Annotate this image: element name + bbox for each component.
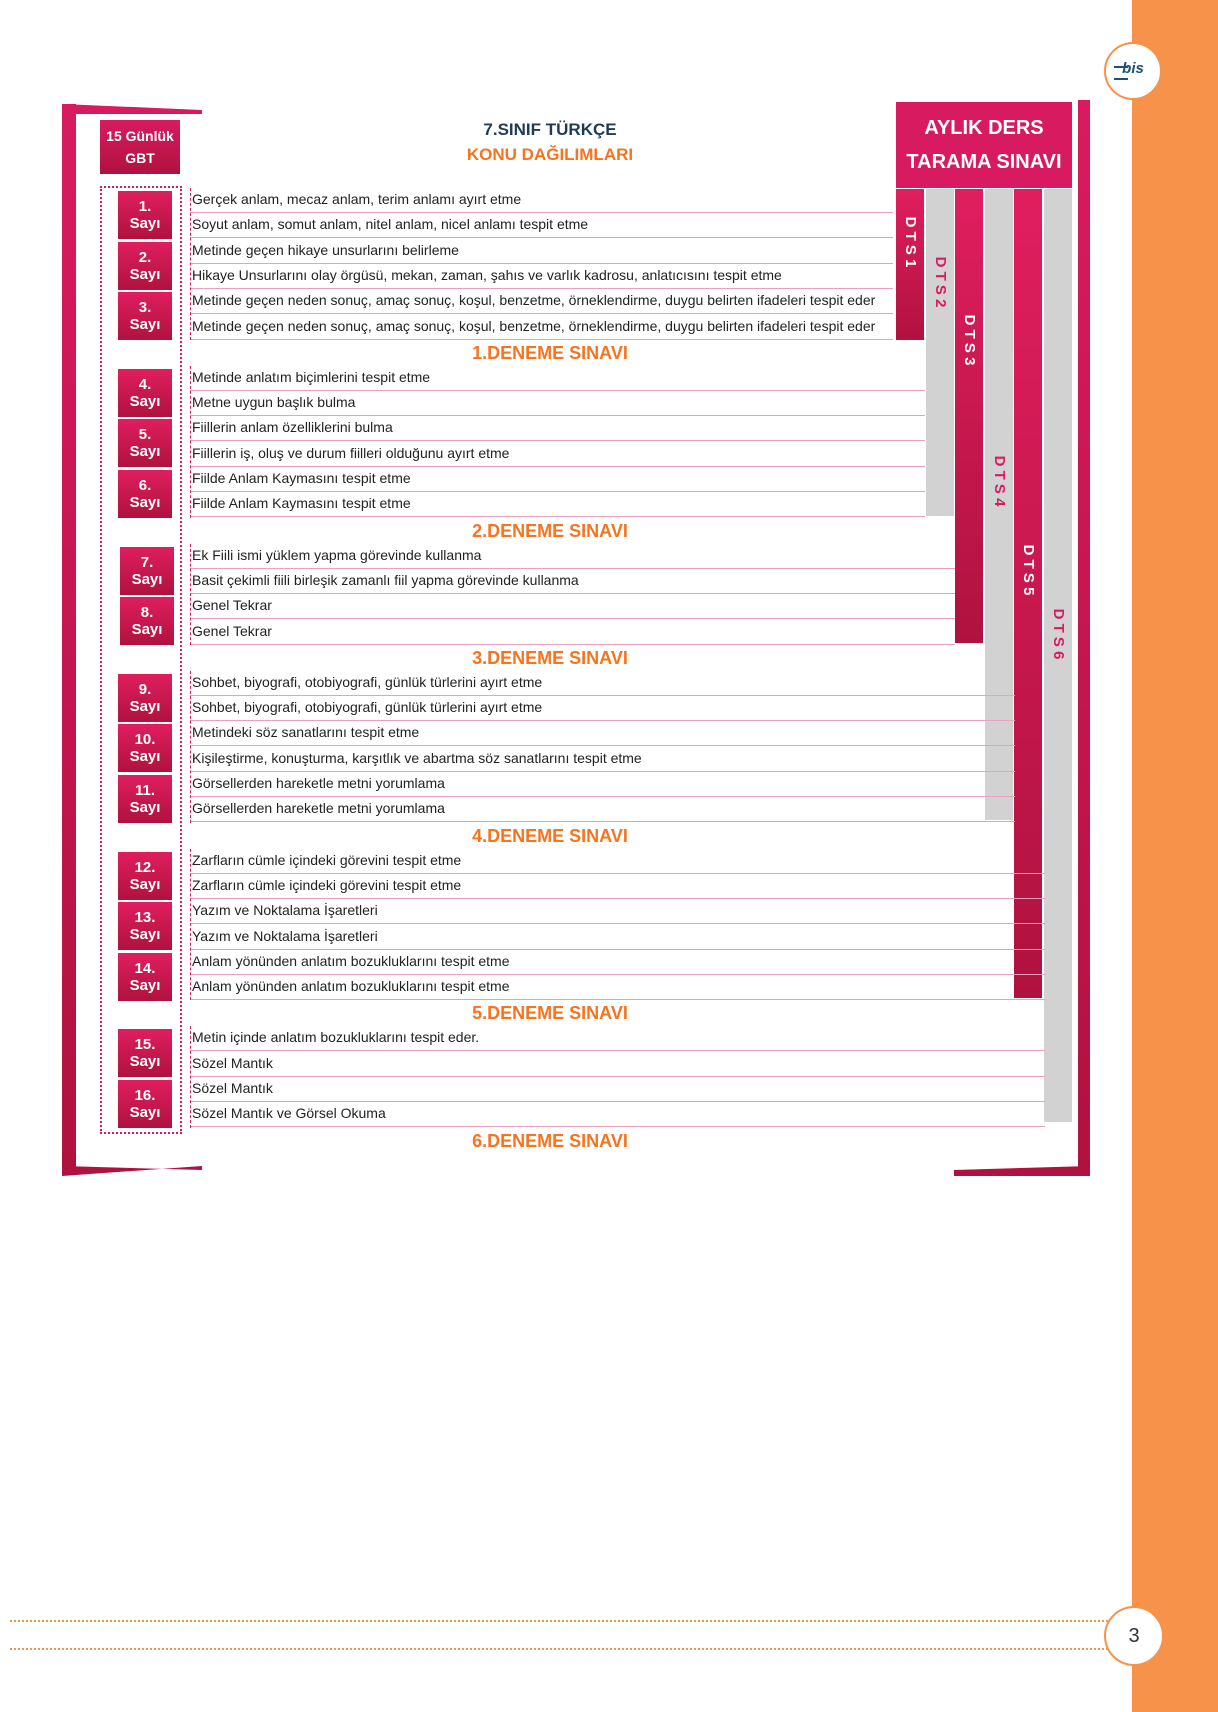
sayi-badge (120, 547, 174, 595)
publisher-logo (1104, 42, 1162, 100)
sayi-badge (118, 852, 172, 900)
dts-bar-2 (926, 189, 954, 516)
frame-bottom-right-accent (954, 1166, 1090, 1176)
sayi-label: Sayı (129, 697, 161, 715)
sayi-label: Sayı (129, 443, 161, 461)
exam-title: 6.DENEME SINAVI (472, 1130, 628, 1151)
topic-row: Görsellerden hareketle metni yorumlama (190, 772, 1015, 797)
logo-text: bis (1122, 60, 1144, 77)
topic-row: Zarfların cümle içindeki görevini tespit etme (190, 874, 1045, 899)
sayi-label: Sayı (129, 875, 161, 893)
page-number: 3 (1104, 1606, 1164, 1666)
sayi-label: Sayı (129, 265, 161, 283)
sayi-badge (120, 597, 174, 645)
gbt-line-2: GBT (125, 150, 155, 166)
topic-row: Metinde geçen hikaye unsurlarını belirleme (190, 239, 893, 264)
topic-row: Metinde geçen neden sonuç, amaç sonuç, koşul, benzetme, örneklendirme, duygu belirten ifadeleri tespit eder (190, 315, 893, 340)
topic-row: Ek Fiili ismi yüklem yapma görevinde kullanma (190, 544, 955, 569)
row-divider (190, 671, 191, 823)
topic-row: Hikaye Unsurlarını olay örgüsü, mekan, zaman, şahıs ve varlık kadrosu, anlatıcısını tespit etme (190, 264, 893, 289)
sayi-badge (118, 292, 172, 340)
frame-bottom-left-accent (62, 1166, 202, 1176)
sayi-badge (118, 724, 172, 772)
exam-title: 3.DENEME SINAVI (472, 647, 628, 668)
monthly-exam-line-1: AYLIK DERS (924, 117, 1044, 139)
topic-row: Fiillerin iş, oluş ve durum fiilleri olduğunu ayırt etme (190, 442, 925, 467)
sayi-label: Sayı (131, 570, 163, 588)
topic-row: Basit çekimli fiili birleşik zamanlı fiil yapma görevinde kullanma (190, 569, 955, 594)
sayi-label: Sayı (129, 1053, 161, 1071)
topic-row: Metinde geçen neden sonuç, amaç sonuç, koşul, benzetme, örneklendirme, duygu belirten ifadeleri tespit eder (190, 289, 893, 314)
dts-bar-label: D T S 4 (991, 455, 1008, 507)
topic-row: Kişileştirme, konuşturma, karşıtlık ve abartma söz sanatlarını tespit etme (190, 747, 1015, 772)
dts-bar-3 (955, 189, 983, 643)
row-divider (190, 366, 191, 518)
sayi-number: 12. (134, 858, 156, 876)
dts-bar-6 (1044, 189, 1072, 1122)
dts-bar-label: D T S 3 (961, 314, 978, 366)
gbt-header (100, 120, 180, 174)
sayi-number: 16. (134, 1087, 156, 1104)
sayi-label: Sayı (129, 799, 161, 816)
sayi-number: 4. (138, 375, 152, 393)
monthly-exam-line-2: TARAMA SINAVI (906, 151, 1062, 173)
exam-title: 1.DENEME SINAVI (472, 342, 628, 363)
topic-row: Metinde anlatım biçimlerini tespit etme (190, 366, 925, 391)
page-subtitle: KONU DAĞILIMLARI (466, 145, 634, 164)
sayi-number: 11. (134, 782, 156, 799)
topic-row: Gerçek anlam, mecaz anlam, terim anlamı ayırt etme (190, 188, 893, 213)
dts-bar-label: D T S 5 (1020, 544, 1037, 596)
sayi-badge (118, 1080, 172, 1128)
topic-row: Sözel Mantık (190, 1077, 1045, 1102)
page-title: 7.SINIF TÜRKÇE (483, 120, 617, 139)
exam-title: 2.DENEME SINAVI (472, 520, 628, 541)
topic-row: Anlam yönünden anlatım bozukluklarını tespit etme (190, 950, 1045, 975)
topic-row: Sözel Mantık ve Görsel Okuma (190, 1102, 1045, 1127)
topic-row: Fiillerin anlam özelliklerini bulma (190, 416, 925, 441)
dts-bar-label: D T S 1 (902, 216, 919, 268)
sayi-badge (118, 369, 172, 417)
sayi-label: Sayı (129, 976, 161, 994)
dts-bar-label: D T S 6 (1050, 608, 1067, 660)
sayi-badge (118, 242, 172, 290)
row-divider (190, 188, 191, 340)
gbt-line-1: 15 Günlük (106, 128, 174, 144)
sayi-number: 5. (138, 426, 152, 444)
sayi-badge (118, 470, 172, 518)
sayi-badge (118, 902, 172, 950)
sayi-badge (118, 674, 172, 722)
frame-left-bar (62, 104, 76, 1172)
topic-row: Sohbet, biyografi, otobiyografi, günlük türlerini ayırt etme (190, 696, 1015, 721)
exam-title: 5.DENEME SINAVI (472, 1003, 628, 1024)
sayi-number: 15. (134, 1036, 156, 1054)
frame-top-left-accent (62, 104, 202, 114)
sayi-label: Sayı (129, 926, 161, 944)
topic-row: Soyut anlam, somut anlam, nitel anlam, nicel anlamı tespit etme (190, 213, 893, 238)
topic-row: Zarfların cümle içindeki görevini tespit etme (190, 849, 1045, 874)
sayi-number: 6. (138, 477, 152, 494)
row-divider (190, 849, 191, 1001)
topic-row: Görsellerden hareketle metni yorumlama (190, 797, 1015, 822)
sayi-label: Sayı (129, 748, 161, 766)
sayi-badge (118, 953, 172, 1001)
topic-row: Yazım ve Noktalama İşaretleri (190, 899, 1045, 924)
footer-dotted-line (10, 1648, 1108, 1650)
topic-row: Sohbet, biyografi, otobiyografi, günlük türlerini ayırt etme (190, 671, 1015, 696)
frame-right-bar (1078, 100, 1090, 1176)
sayi-label: Sayı (129, 316, 161, 334)
sayi-number: 1. (138, 198, 152, 215)
sayi-label: Sayı (129, 494, 161, 511)
topic-row: Fiilde Anlam Kaymasını tespit etme (190, 467, 925, 492)
exam-title: 4.DENEME SINAVI (472, 825, 628, 846)
sayi-number: 7. (140, 553, 154, 571)
sayi-number: 9. (138, 680, 152, 698)
row-divider (190, 544, 191, 645)
sayi-badge (118, 775, 172, 823)
orange-side-strip (1132, 0, 1218, 1712)
sayi-number: 2. (138, 248, 152, 266)
dts-bar-1 (896, 189, 924, 340)
row-divider (190, 1026, 191, 1127)
sayi-label: Sayı (129, 392, 161, 410)
sayi-number: 3. (138, 299, 152, 317)
sayi-badge (118, 1029, 172, 1077)
sayi-label: Sayı (129, 1104, 161, 1121)
sayi-number: 14. (134, 959, 156, 977)
footer-dotted-line (10, 1620, 1108, 1622)
topic-row: Fiilde Anlam Kaymasını tespit etme (190, 492, 925, 517)
topic-row: Metne uygun başlık bulma (190, 391, 925, 416)
sayi-badge (118, 419, 172, 467)
monthly-exam-header (896, 102, 1072, 188)
topic-row: Genel Tekrar (190, 594, 955, 619)
topic-row: Metindeki söz sanatlarını tespit etme (190, 721, 1015, 746)
sayi-number: 13. (134, 909, 156, 927)
sayi-number: 10. (134, 731, 156, 749)
topic-row: Anlam yönünden anlatım bozukluklarını tespit etme (190, 975, 1045, 1000)
sayi-number: 8. (140, 604, 154, 622)
dts-bar-label: D T S 2 (932, 256, 949, 308)
sayi-label: Sayı (131, 621, 163, 639)
topic-row: Sözel Mantık (190, 1052, 1045, 1077)
topic-row: Genel Tekrar (190, 620, 955, 645)
sayi-badge (118, 191, 172, 239)
sayi-label: Sayı (129, 215, 161, 232)
topic-row: Metin içinde anlatım bozukluklarını tespit eder. (190, 1026, 1045, 1051)
topic-row: Yazım ve Noktalama İşaretleri (190, 925, 1045, 950)
